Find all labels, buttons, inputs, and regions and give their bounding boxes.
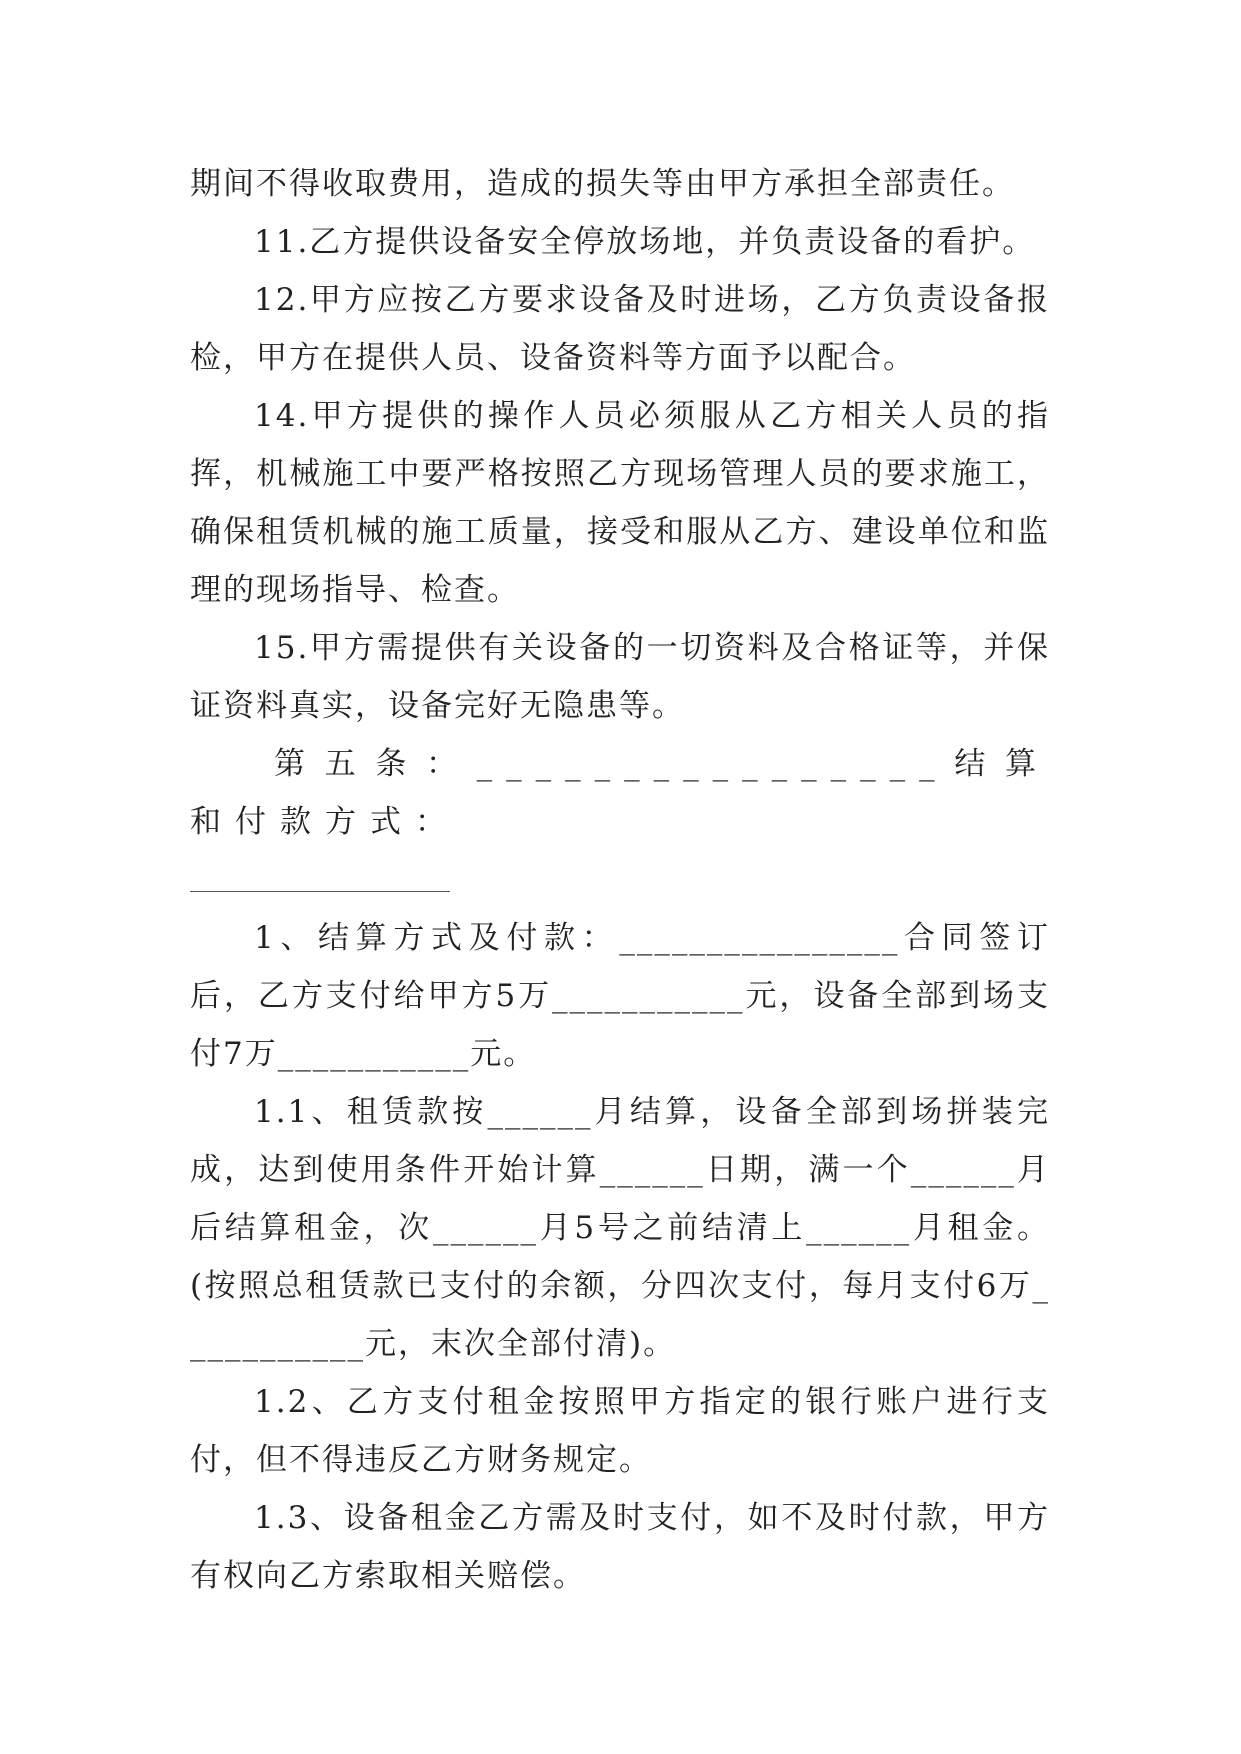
paragraph-settlement-1-3: 1.3、设备租金乙方需及时支付，如不及时付款，甲方有权向乙方索取相关赔偿。 bbox=[190, 1500, 1050, 1594]
document-body bbox=[190, 155, 1050, 1605]
paragraph-clause-12: 12.甲方应按乙方要求设备及时进场，乙方负责设备报检，甲方在提供人员、设备资料等方面予以配合。 bbox=[190, 282, 1050, 376]
paragraph-settlement-1-2: 1.2、乙方支付租金按照甲方指定的银行账户进行支付，但不得违反乙方财务规定。 bbox=[190, 1384, 1050, 1478]
paragraph-settlement-1: 1、结算方式及付款：________________合同签订后，乙方支付给甲方5万___________元，设备全部到场支付7万___________元。 bbox=[190, 920, 1050, 1072]
paragraph-continuation: 期间不得收取费用，造成的损失等由甲方承担全部责任。 bbox=[190, 166, 1015, 202]
underline-rule bbox=[190, 891, 450, 892]
section-heading-article-5: 第五条：________________结算和付款方式： bbox=[190, 746, 1050, 840]
paragraph-clause-11: 11.乙方提供设备安全停放场地，并负责设备的看护。 bbox=[254, 224, 1036, 260]
paragraph-settlement-1-1: 1.1、租赁款按______月结算，设备全部到场拼装完成，达到使用条件开始计算______日期，满一个______月后结算租金，次______月5号之前结清上______月租金。(按照总租赁款已支付的余额，分四次支付，每月支付6万___________元，末次全部付清)。 bbox=[190, 1094, 1050, 1362]
paragraph-clause-15: 15.甲方需提供有关设备的一切资料及合格证等，并保证资料真实，设备完好无隐患等。 bbox=[190, 630, 1050, 724]
blank-fill-line bbox=[190, 851, 1050, 909]
paragraph-clause-14: 14.甲方提供的操作人员必须服从乙方相关人员的指挥，机械施工中要严格按照乙方现场管理人员的要求施工，确保租赁机械的施工质量，接受和服从乙方、建设单位和监理的现场指导、检查。 bbox=[190, 398, 1050, 608]
